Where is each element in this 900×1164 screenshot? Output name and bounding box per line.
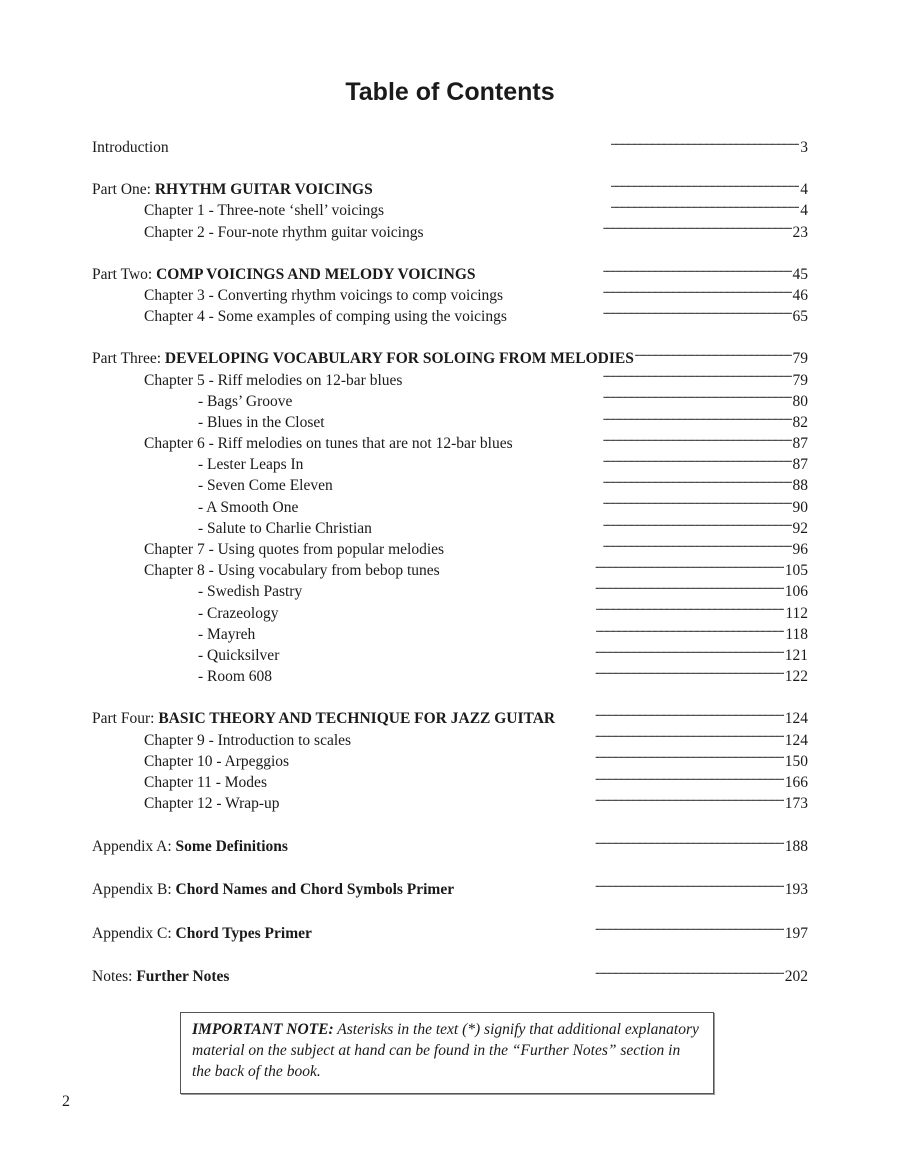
dot-leader (293, 385, 791, 406)
toc-entry-page: 193 (784, 881, 808, 899)
toc-entry-page: 112 (785, 604, 808, 622)
toc-entry-title (198, 518, 372, 539)
toc-entry-title (198, 412, 325, 433)
toc-entry-label: - Room 608 (198, 668, 273, 686)
dot-leader (635, 342, 792, 363)
toc-entry-label: Chapter 1 - Three-note ‘shell’ voicings (144, 202, 385, 220)
toc-entry-page: 79 (792, 350, 808, 368)
toc-entry-label: Chapter 8 - Using vocabulary from bebop tunes (144, 562, 440, 580)
toc-entry-title (92, 264, 476, 285)
toc-entry-page: 80 (792, 392, 808, 410)
toc-entry-page: 92 (792, 519, 808, 537)
toc-entry-label: Chapter 7 - Using quotes from popular melodies (144, 541, 445, 558)
toc-entry-title (92, 836, 288, 857)
toc-entry-bold-title: RHYTHM GUITAR VOICINGS (154, 181, 373, 199)
toc-entry-title (92, 179, 373, 200)
toc-entry-title (198, 497, 298, 518)
toc-entry-label: Notes: (92, 967, 137, 985)
toc-entry-title (198, 624, 255, 645)
toc-entry-label: Introduction (92, 139, 169, 156)
toc-entry-page: 23 (792, 223, 808, 241)
dot-leader (303, 575, 784, 596)
toc-entry-label: Appendix B: (92, 881, 176, 899)
dot-leader (299, 491, 791, 512)
dot-leader (352, 724, 784, 745)
dot-leader (441, 554, 784, 575)
toc-entry-page: 166 (784, 773, 808, 791)
toc-entry-page: 121 (784, 646, 808, 664)
toc-entry-page: 124 (784, 731, 808, 749)
toc-entry-label: - Swedish Pastry (198, 583, 303, 601)
toc-entry-title (92, 923, 312, 944)
toc-entry-page: 46 (792, 286, 808, 304)
dot-leader (504, 279, 791, 300)
toc-entry-page: 3 (800, 139, 808, 156)
toc-entry-label: Chapter 11 - Modes (144, 773, 267, 791)
table-of-contents (92, 131, 808, 985)
toc-entry-label: - Quicksilver (198, 646, 280, 664)
dot-leader (268, 766, 784, 787)
toc-entry-bold-title: Chord Names and Chord Symbols Primer (175, 881, 455, 899)
dot-leader (403, 364, 791, 385)
dot-leader (230, 960, 783, 981)
toc-entry[interactable] (92, 702, 808, 728)
toc-entry-label: Part Four: (92, 710, 159, 728)
dot-leader (425, 216, 792, 237)
toc-entry-page: 96 (792, 541, 808, 558)
toc-entry-title (144, 200, 384, 221)
toc-entry-bold-title: Further Notes (136, 967, 230, 985)
toc-entry-page: 106 (784, 583, 808, 601)
dot-leader (508, 300, 792, 321)
toc-entry-page: 4 (800, 181, 808, 199)
toc-entry-title (92, 966, 229, 987)
dot-leader (279, 597, 784, 618)
toc-entry-label: Chapter 3 - Converting rhythm voicings to comp voicings (144, 286, 504, 304)
toc-entry-page: 118 (785, 625, 808, 643)
toc-entry-page: 105 (784, 562, 808, 580)
toc-entry[interactable] (92, 830, 808, 856)
toc-entry-bold-title: DEVELOPING VOCABULARY FOR SOLOING FROM MELODIES (164, 350, 634, 368)
toc-entry-page: 188 (784, 838, 808, 856)
toc-entry-page: 197 (784, 924, 808, 942)
toc-entry-label: - Blues in the Closet (198, 413, 325, 431)
toc-entry-label: Appendix C: (92, 924, 176, 942)
toc-entry-label: - Lester Leaps In (198, 456, 304, 474)
toc-entry-page: 65 (792, 308, 808, 326)
toc-entry[interactable] (92, 960, 808, 985)
toc-entry-bold-title: Some Definitions (175, 838, 288, 856)
toc-entry-page: 173 (784, 795, 808, 813)
toc-entry-label: Chapter 6 - Riff melodies on tunes that are not 12-bar blues (144, 435, 513, 453)
toc-entry-title (144, 222, 424, 243)
toc-entry[interactable] (92, 131, 808, 156)
dot-leader (455, 873, 784, 894)
dot-leader (289, 830, 784, 851)
toc-entry[interactable] (92, 873, 808, 899)
toc-entry[interactable] (92, 173, 808, 199)
dot-leader (385, 194, 799, 215)
toc-entry-bold-title: COMP VOICINGS AND MELODY VOICINGS (156, 265, 476, 283)
note-label: IMPORTANT NOTE: (192, 1021, 334, 1038)
toc-entry-title (198, 645, 279, 666)
toc-entry-label: - Salute to Charlie Christian (198, 519, 372, 537)
dot-leader (313, 917, 784, 938)
toc-entry-title (144, 285, 503, 306)
toc-entry-label: Chapter 12 - Wrap-up (144, 795, 280, 813)
toc-entry-title (92, 879, 454, 900)
toc-entry-title (144, 793, 280, 814)
toc-entry-page: 88 (792, 477, 808, 495)
toc-entry-label: - A Smooth One (198, 498, 299, 516)
dot-leader (170, 131, 800, 152)
note-text: Asterisks in the text (*) signify that additional explanatory material on the subject at hand can be found in the “Further Notes” section in the back of the book. (192, 1021, 699, 1080)
toc-entry-page: 45 (792, 265, 808, 283)
toc-entry-title (198, 666, 272, 687)
toc-entry-title (144, 539, 444, 560)
page-title: Table of Contents (345, 78, 555, 106)
dot-leader (273, 660, 784, 681)
toc-entry-label: Chapter 5 - Riff melodies on 12-bar blues (144, 371, 403, 389)
page-number: 2 (62, 1093, 70, 1110)
dot-leader (334, 469, 792, 490)
toc-entry-label: - Bags’ Groove (198, 392, 293, 410)
dot-leader (290, 745, 784, 766)
toc-entry-bold-title: BASIC THEORY AND TECHNIQUE FOR JAZZ GUITAR (158, 710, 556, 728)
dot-leader (373, 512, 792, 533)
toc-entry-title (144, 772, 267, 793)
toc-entry-page: 122 (784, 668, 808, 686)
toc-entry-page: 87 (792, 435, 808, 453)
toc-entry-title (92, 137, 169, 158)
toc-entry-page: 4 (800, 202, 808, 220)
toc-entry-page: 90 (792, 498, 808, 516)
toc-entry-label: Part Two: (92, 265, 157, 283)
toc-entry-label: - Seven Come Eleven (198, 477, 333, 495)
toc-entry-label: Chapter 4 - Some examples of comping using the voicings (144, 308, 507, 326)
dot-leader (514, 427, 792, 448)
dot-leader (326, 406, 792, 427)
dot-leader (281, 787, 784, 808)
dot-leader (280, 639, 783, 660)
dot-leader (374, 173, 800, 194)
dot-leader (477, 258, 792, 279)
important-note-box (180, 1012, 714, 1094)
toc-entry[interactable] (92, 342, 808, 368)
toc-entry-page: 202 (784, 967, 808, 985)
toc-entry-label: Chapter 10 - Arpeggios (144, 752, 290, 770)
toc-entry-page: 79 (792, 371, 808, 389)
dot-leader (304, 448, 791, 469)
toc-entry-page: 150 (784, 752, 808, 770)
toc-entry-label: Chapter 2 - Four-note rhythm guitar voicings (144, 223, 424, 241)
toc-entry-title (198, 454, 303, 475)
toc-entry-title (144, 306, 507, 327)
toc-entry-bold-title: Chord Types Primer (175, 924, 312, 942)
toc-entry-page: 124 (784, 710, 808, 728)
toc-entry-title (198, 391, 292, 412)
dot-leader (256, 618, 784, 639)
toc-entry-label: - Mayreh (198, 625, 256, 643)
toc-entry-label: Chapter 9 - Introduction to scales (144, 731, 352, 749)
dot-leader (445, 533, 791, 554)
toc-entry-label: Part Three: (92, 350, 165, 368)
toc-entry[interactable] (92, 258, 808, 283)
dot-leader (556, 702, 784, 723)
toc-entry-label: Appendix A: (92, 838, 176, 856)
toc-entry[interactable] (92, 917, 808, 942)
toc-entry-page: 82 (792, 413, 808, 431)
toc-entry-label: - Crazeology (198, 604, 279, 622)
toc-entry-page: 87 (792, 456, 808, 474)
toc-entry-label: Part One: (92, 181, 155, 199)
